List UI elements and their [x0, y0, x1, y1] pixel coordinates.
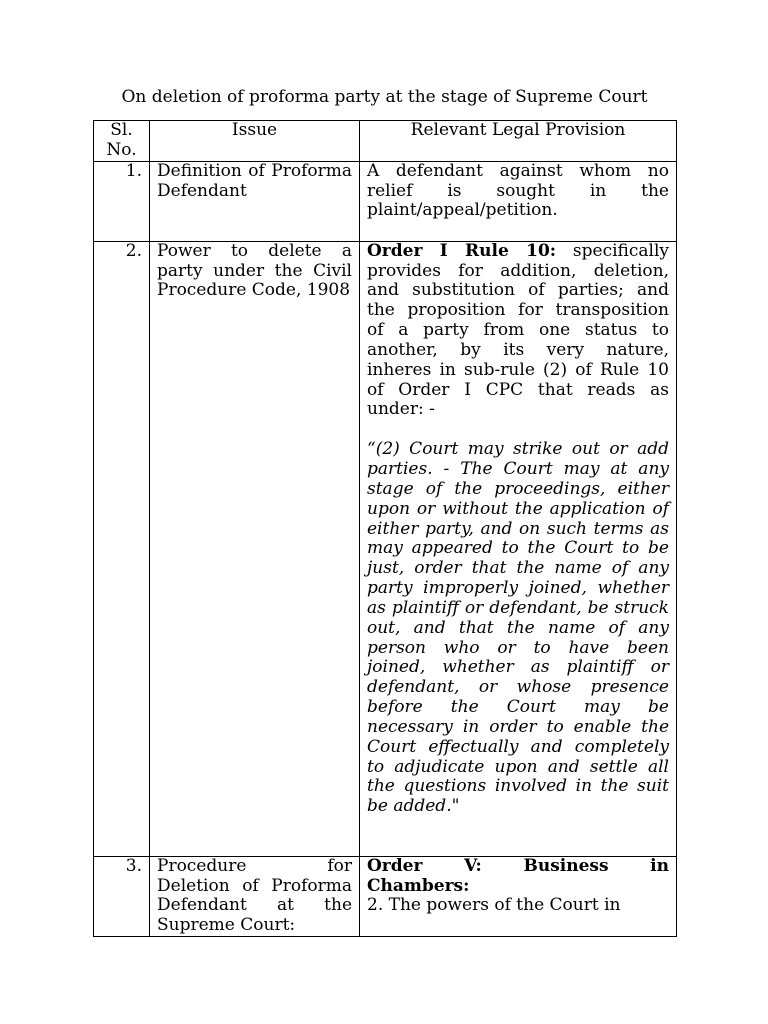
row-sl-no: 3. [94, 856, 150, 936]
row-provision: A defendant against whom no relief is sought in the plaint/appeal/petition. [360, 161, 677, 241]
row-sl-no: 2. [94, 241, 150, 856]
provisions-table [93, 120, 677, 937]
provision-body: 2. The powers of the Court in [367, 895, 621, 916]
row-provision [360, 856, 677, 936]
table-row [94, 856, 677, 936]
document-title: On deletion of proforma party at the stage of Supreme Court [121, 87, 648, 107]
header-provision: Relevant Legal Provision [360, 121, 677, 162]
row-issue: Power to delete a party under the Civil Procedure Code, 1908 [150, 241, 360, 856]
provision-quote: “(2) Court may strike out or add parties. - The Court may at any stage of the proceedings, either upon or without the application of either party, and on such terms as may appeared to the Court to be just, order that the name of any party improperly joined, whether as plaintiff or defendant, be struck out, and that the name of any person who or to have been joined, whether as plaintiff or defendant, or whose presence before the Court may be necessary in order to enable the Court effectually and completely to adjudicate upon and settle all the questions involved in the suit be added." [367, 439, 669, 817]
row-sl-no: 1. [94, 161, 150, 241]
row-issue: Procedure for Deletion of Proforma Defendant at the Supreme Court: [150, 856, 360, 936]
provision-heading: Order I Rule 10: [367, 240, 557, 261]
provision-paragraph [367, 242, 669, 421]
provision-heading: Order V: Business in Chambers: [367, 855, 669, 896]
row-provision [360, 241, 677, 856]
provision-heading-block [367, 857, 669, 897]
row-issue: Definition of Proforma Defendant [150, 161, 360, 241]
table-header-row [94, 121, 677, 162]
header-issue: Issue [150, 121, 360, 162]
table-row [94, 241, 677, 856]
header-sl-no: Sl. No. [94, 121, 150, 162]
provision-body: specifically provides for addition, deletion, and substitution of parties; and the proposition for transposition of a party from one status to another, by its very nature, inheres in sub-rule (2) of Rule 10 of Order I CPC that reads as under: - [367, 240, 669, 420]
table-row [94, 161, 677, 241]
